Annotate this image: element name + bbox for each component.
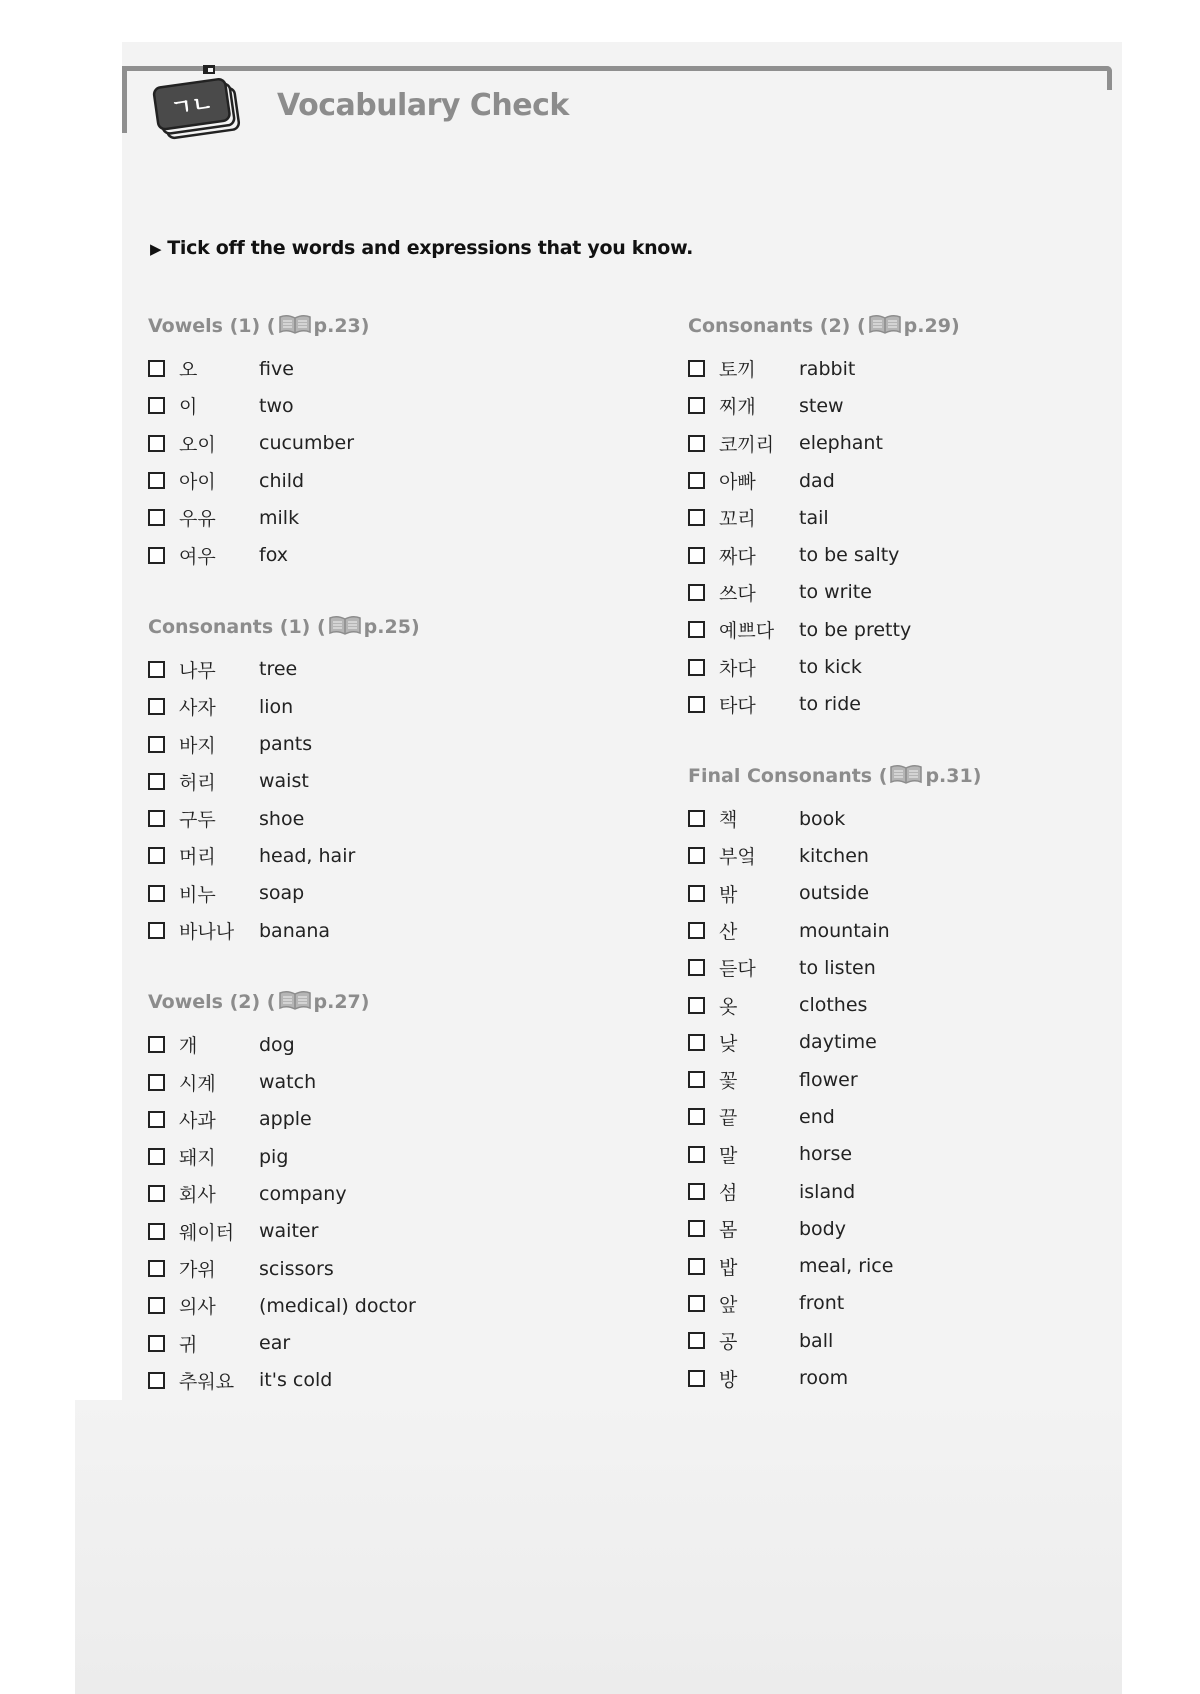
vocab-item xyxy=(148,1101,628,1138)
checkbox[interactable] xyxy=(148,1335,165,1352)
checkbox[interactable] xyxy=(688,1295,705,1312)
vocab-item xyxy=(688,837,1168,874)
checkbox[interactable] xyxy=(148,1111,165,1128)
korean-word: 사자 xyxy=(179,697,216,720)
vocab-item xyxy=(688,949,1168,986)
checkbox[interactable] xyxy=(688,922,705,939)
book-icon xyxy=(889,764,923,784)
vocab-item xyxy=(148,1026,628,1063)
korean-word: 타다 xyxy=(719,694,756,717)
vocab-item xyxy=(688,1359,1168,1396)
vocab-item xyxy=(688,800,1168,837)
vocab-item xyxy=(688,1061,1168,1098)
section-title: Vowels (1) ( p.23) xyxy=(148,315,370,337)
english-meaning: lion xyxy=(259,695,294,718)
english-meaning: head, hair xyxy=(259,844,356,867)
english-meaning: apple xyxy=(259,1108,312,1131)
section-title-text: Vowels (1) xyxy=(148,315,261,337)
right-column xyxy=(688,313,1168,1437)
english-meaning: milk xyxy=(259,506,300,529)
vocab-item xyxy=(148,1250,628,1287)
checkbox[interactable] xyxy=(148,736,165,753)
english-meaning: mountain xyxy=(799,919,890,942)
page-reference: p.27 xyxy=(313,991,361,1014)
english-meaning: kitchen xyxy=(799,844,869,867)
checkbox[interactable] xyxy=(148,773,165,790)
vocab-item xyxy=(148,1175,628,1212)
vocab-item xyxy=(688,1173,1168,1210)
korean-word: 나무 xyxy=(179,659,216,682)
checkbox[interactable] xyxy=(688,547,705,564)
korean-word: 끝 xyxy=(719,1107,738,1130)
korean-word: 쓰다 xyxy=(719,582,756,605)
english-meaning: horse xyxy=(799,1143,853,1166)
english-meaning: room xyxy=(799,1367,849,1390)
vocab-item xyxy=(148,499,628,536)
checkbox[interactable] xyxy=(148,435,165,452)
checkbox[interactable] xyxy=(148,885,165,902)
checkbox[interactable] xyxy=(688,435,705,452)
korean-word: 듣다 xyxy=(719,958,756,981)
checkbox[interactable] xyxy=(688,1146,705,1163)
english-meaning: shoe xyxy=(259,807,305,830)
vocab-item xyxy=(148,425,628,462)
page-reference: p.23 xyxy=(313,315,361,337)
korean-word: 의사 xyxy=(179,1296,216,1319)
english-meaning: tail xyxy=(799,506,829,529)
korean-word: 꼬리 xyxy=(719,508,756,531)
checkbox[interactable] xyxy=(148,472,165,489)
korean-word: 바지 xyxy=(179,734,216,757)
vocab-item xyxy=(688,425,1168,462)
section-vowels-1 xyxy=(148,313,628,574)
section-title: Vowels (2) ( p.27) xyxy=(148,991,370,1014)
korean-word: 방 xyxy=(719,1368,738,1391)
page-shadow xyxy=(75,1400,1122,1694)
checkbox[interactable] xyxy=(688,1034,705,1051)
korean-word: 섬 xyxy=(719,1182,738,1205)
english-meaning: clothes xyxy=(799,994,868,1017)
english-meaning: book xyxy=(799,807,846,830)
checkbox[interactable] xyxy=(688,1071,705,1088)
english-meaning: five xyxy=(259,357,294,380)
vocab-item xyxy=(148,837,628,874)
checkbox[interactable] xyxy=(688,472,705,489)
section-title-text: Consonants (1) xyxy=(148,615,311,638)
english-meaning: scissors xyxy=(259,1257,334,1280)
english-meaning: ball xyxy=(799,1329,834,1352)
english-meaning: to be salty xyxy=(799,544,900,567)
vocab-item xyxy=(148,1287,628,1324)
vocab-item xyxy=(688,611,1168,648)
korean-word: 오이 xyxy=(179,433,216,456)
english-meaning: to kick xyxy=(799,656,862,679)
play-arrow-icon: ▶ xyxy=(150,240,162,258)
english-meaning: ear xyxy=(259,1332,291,1355)
book-icon xyxy=(328,615,362,635)
korean-word: 밥 xyxy=(719,1256,738,1279)
korean-word: 우유 xyxy=(179,508,216,531)
korean-word: 몸 xyxy=(719,1219,738,1242)
vocab-item xyxy=(688,912,1168,949)
section-title: Consonants (1) ( p.25) xyxy=(148,615,420,638)
page-reference: p.29 xyxy=(903,315,951,337)
checkbox[interactable] xyxy=(148,397,165,414)
korean-word: 꽃 xyxy=(719,1070,738,1093)
checkbox[interactable] xyxy=(148,1074,165,1091)
page-title: Vocabulary Check xyxy=(277,88,569,123)
vocab-item xyxy=(688,1210,1168,1247)
korean-word: 가위 xyxy=(179,1259,216,1282)
section-title: Final Consonants ( p.31) xyxy=(688,764,982,787)
korean-word: 회사 xyxy=(179,1184,216,1207)
korean-word: 이 xyxy=(179,396,198,419)
english-meaning: pig xyxy=(259,1145,289,1168)
english-meaning: to write xyxy=(799,581,872,604)
english-meaning: company xyxy=(259,1182,347,1205)
korean-word: 구두 xyxy=(179,809,216,832)
english-meaning: end xyxy=(799,1105,835,1128)
vocab-item xyxy=(148,725,628,762)
korean-word: 여우 xyxy=(179,545,216,568)
korean-word: 옷 xyxy=(719,995,738,1018)
english-meaning: rabbit xyxy=(799,357,856,380)
left-column xyxy=(148,313,628,1439)
korean-word: 시계 xyxy=(179,1072,216,1095)
korean-word: 차다 xyxy=(719,657,756,680)
header-frame-top xyxy=(122,66,1112,71)
checkbox[interactable] xyxy=(148,810,165,827)
english-meaning: soap xyxy=(259,882,305,905)
english-meaning: pants xyxy=(259,733,313,756)
header-frame-right xyxy=(1107,66,1112,90)
checkbox[interactable] xyxy=(148,698,165,715)
english-meaning: two xyxy=(259,394,294,417)
english-meaning: elephant xyxy=(799,432,883,455)
korean-word: 허리 xyxy=(179,771,216,794)
english-meaning: to listen xyxy=(799,956,876,979)
vocab-item xyxy=(148,1325,628,1362)
vocab-item xyxy=(688,350,1168,387)
korean-word: 귀 xyxy=(179,1333,198,1356)
english-meaning: body xyxy=(799,1217,846,1240)
english-meaning: waist xyxy=(259,770,309,793)
english-meaning: banana xyxy=(259,919,331,942)
korean-word: 책 xyxy=(719,809,738,832)
korean-word: 찌개 xyxy=(719,396,756,419)
checkbox[interactable] xyxy=(688,1370,705,1387)
checkbox[interactable] xyxy=(688,1183,705,1200)
english-meaning: dog xyxy=(259,1033,295,1056)
vocab-item xyxy=(688,1322,1168,1359)
book-icon xyxy=(278,314,312,334)
checkbox[interactable] xyxy=(148,509,165,526)
vocab-item xyxy=(688,875,1168,912)
checkbox[interactable] xyxy=(688,509,705,526)
vocab-item xyxy=(148,763,628,800)
vocab-item xyxy=(148,350,628,387)
vocab-item xyxy=(688,1024,1168,1061)
section-title-text: Consonants (2) xyxy=(688,315,851,337)
vocab-item xyxy=(688,686,1168,723)
checkbox[interactable] xyxy=(148,1185,165,1202)
vocab-item xyxy=(148,800,628,837)
vocab-item xyxy=(688,986,1168,1023)
vocab-item xyxy=(688,499,1168,536)
vocab-item xyxy=(688,1098,1168,1135)
vocab-item xyxy=(148,1362,628,1399)
checkbox[interactable] xyxy=(688,1332,705,1349)
vocab-item xyxy=(148,462,628,499)
section-title-text: Vowels (2) xyxy=(148,991,261,1014)
english-meaning: to ride xyxy=(799,693,861,716)
instruction xyxy=(150,237,693,259)
section-consonants-2 xyxy=(688,313,1168,723)
vocab-item xyxy=(688,536,1168,573)
vocab-item xyxy=(148,688,628,725)
page-reference: p.25 xyxy=(363,615,411,638)
flashcards-logo-icon xyxy=(150,60,250,140)
logo-text: ㄱㄴ xyxy=(169,91,215,122)
korean-word: 바나나 xyxy=(179,921,235,943)
korean-word: 머리 xyxy=(179,846,216,869)
korean-word: 돼지 xyxy=(179,1147,216,1170)
english-meaning: stew xyxy=(799,394,844,417)
checkbox[interactable] xyxy=(688,1108,705,1125)
korean-word: 개 xyxy=(179,1035,198,1058)
vocab-item xyxy=(148,912,628,949)
page-reference: p.31 xyxy=(925,764,973,787)
korean-word: 부엌 xyxy=(719,846,756,869)
vocab-item xyxy=(148,651,628,688)
english-meaning: to be pretty xyxy=(799,618,912,641)
korean-word: 낮 xyxy=(719,1032,738,1055)
korean-word: 사과 xyxy=(179,1109,216,1132)
checkbox[interactable] xyxy=(688,810,705,827)
vocab-item xyxy=(148,1063,628,1100)
checkbox[interactable] xyxy=(688,659,705,676)
checkbox[interactable] xyxy=(148,1372,165,1389)
vocab-item xyxy=(688,462,1168,499)
korean-word: 오 xyxy=(179,359,198,382)
vocab-item xyxy=(688,574,1168,611)
english-meaning: tree xyxy=(259,658,298,681)
section-final-consonants xyxy=(688,763,1168,1397)
korean-word: 아빠 xyxy=(719,471,756,494)
section-title-text: Final Consonants xyxy=(688,764,873,787)
korean-word: 산 xyxy=(719,921,738,943)
checkbox[interactable] xyxy=(148,922,165,939)
english-meaning: it's cold xyxy=(259,1369,333,1392)
checkbox[interactable] xyxy=(148,1036,165,1053)
english-meaning: flower xyxy=(799,1068,858,1091)
checkbox[interactable] xyxy=(688,696,705,713)
korean-word: 앞 xyxy=(719,1293,738,1316)
korean-word: 밖 xyxy=(719,883,738,906)
english-meaning: dad xyxy=(799,469,835,492)
checkbox[interactable] xyxy=(148,360,165,377)
book-icon xyxy=(278,990,312,1010)
vocab-item xyxy=(688,387,1168,424)
korean-word: 비누 xyxy=(179,883,216,906)
vocab-item xyxy=(148,875,628,912)
checkbox[interactable] xyxy=(688,959,705,976)
checkbox[interactable] xyxy=(148,547,165,564)
korean-word: 예쁘다 xyxy=(719,620,775,643)
english-meaning: fox xyxy=(259,544,288,567)
vocab-item xyxy=(688,1248,1168,1285)
english-meaning: cucumber xyxy=(259,432,355,455)
english-meaning: island xyxy=(799,1180,856,1203)
checkbox[interactable] xyxy=(148,1148,165,1165)
english-meaning: meal, rice xyxy=(799,1255,894,1278)
checkbox[interactable] xyxy=(148,847,165,864)
korean-word: 웨이터 xyxy=(179,1221,235,1244)
checkbox[interactable] xyxy=(688,397,705,414)
vocab-item xyxy=(688,648,1168,685)
checkbox[interactable] xyxy=(688,360,705,377)
checkbox[interactable] xyxy=(688,621,705,638)
section-consonants-1 xyxy=(148,614,628,949)
header-frame-left xyxy=(122,66,127,133)
checkbox[interactable] xyxy=(148,1223,165,1240)
korean-word: 코끼리 xyxy=(719,433,775,456)
korean-word: 공 xyxy=(719,1331,738,1354)
checkbox[interactable] xyxy=(148,661,165,678)
checkbox[interactable] xyxy=(148,1297,165,1314)
english-meaning: (medical) doctor xyxy=(259,1294,416,1317)
checkbox[interactable] xyxy=(148,1260,165,1277)
korean-word: 말 xyxy=(719,1144,738,1167)
english-meaning: waiter xyxy=(259,1220,319,1243)
english-meaning: daytime xyxy=(799,1031,877,1054)
vocab-item xyxy=(688,1285,1168,1322)
checkbox[interactable] xyxy=(688,584,705,601)
vocab-item xyxy=(148,387,628,424)
english-meaning: child xyxy=(259,469,305,492)
vocab-item xyxy=(148,536,628,573)
checkbox[interactable] xyxy=(688,1258,705,1275)
korean-word: 짜다 xyxy=(719,545,756,568)
english-meaning: front xyxy=(799,1292,845,1315)
section-title: Consonants (2) ( p.29) xyxy=(688,315,960,337)
instruction-text: Tick off the words and expressions that you know. xyxy=(167,237,694,259)
checkbox[interactable] xyxy=(688,885,705,902)
vocab-item xyxy=(688,1136,1168,1173)
checkbox[interactable] xyxy=(688,1220,705,1237)
book-icon xyxy=(868,314,902,334)
korean-word: 추워요 xyxy=(179,1370,235,1393)
korean-word: 토끼 xyxy=(719,359,756,382)
english-meaning: outside xyxy=(799,882,870,905)
vocab-item xyxy=(148,1213,628,1250)
checkbox[interactable] xyxy=(688,847,705,864)
english-meaning: watch xyxy=(259,1071,317,1094)
section-vowels-2 xyxy=(148,989,628,1399)
checkbox[interactable] xyxy=(688,997,705,1014)
vocab-item xyxy=(148,1138,628,1175)
korean-word: 아이 xyxy=(179,471,216,494)
